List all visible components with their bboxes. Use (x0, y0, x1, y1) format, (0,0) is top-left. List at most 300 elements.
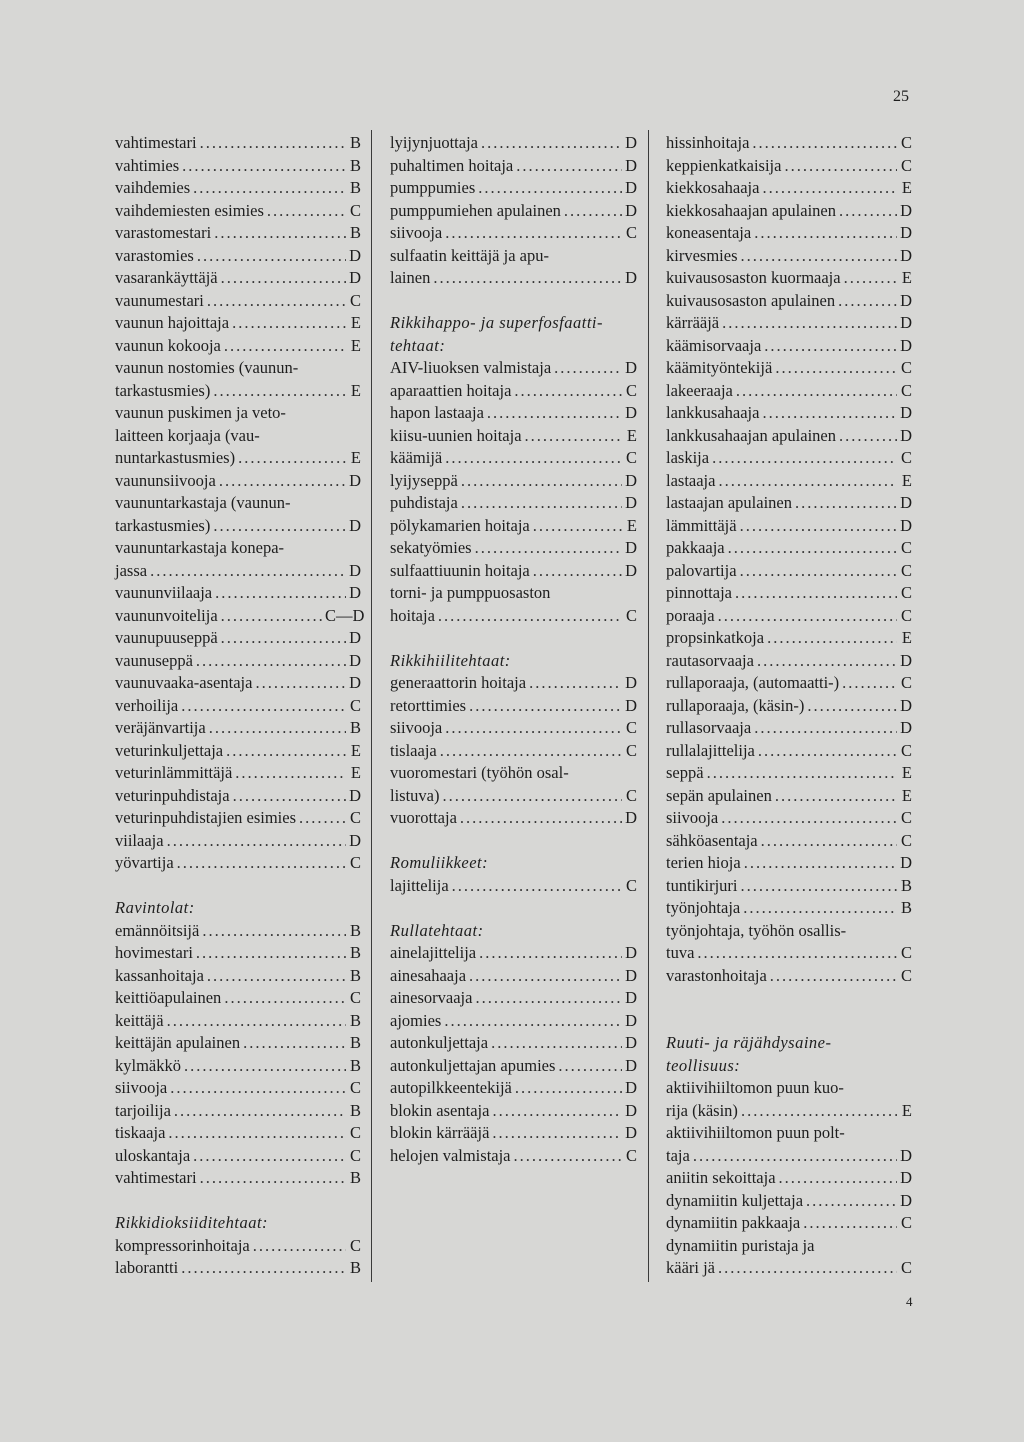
dot-leader (215, 582, 346, 605)
dot-leader (200, 1167, 346, 1190)
occupation-name: kiekkosahaajan apulainen (666, 200, 836, 220)
occupation-name: kylmäkkö (115, 1055, 181, 1075)
occupation-entry (390, 177, 637, 200)
dot-leader (741, 245, 898, 268)
occupation-name: rautasorvaaja (666, 650, 754, 670)
occupation-entry (115, 1257, 361, 1280)
dot-leader (233, 785, 346, 808)
dot-leader (219, 470, 346, 493)
wage-class: C (900, 538, 912, 557)
occupation-name: vaihdemies (115, 178, 191, 197)
occupation-name: vuorottaja (390, 808, 457, 827)
occupation-name: sepän apulainen (666, 785, 772, 805)
wage-class: D (625, 988, 637, 1007)
wage-class: D (625, 943, 637, 962)
occupation-name: listuva) (390, 785, 440, 805)
wage-class: D (900, 223, 912, 242)
occupation-name: palovartija (666, 560, 737, 580)
occupation-entry (666, 177, 912, 200)
occupation-name: hapon lastaaja (390, 403, 484, 422)
occupation-entry (666, 672, 912, 695)
occupation-entry (666, 447, 912, 470)
occupation-entry (390, 605, 637, 628)
dot-leader (461, 470, 622, 493)
dot-leader (181, 695, 346, 718)
dot-leader (433, 267, 622, 290)
occupation-entry (666, 267, 912, 290)
wage-class: E (901, 763, 912, 782)
occupation-name: retorttimies (390, 695, 467, 715)
wage-class: D (625, 1033, 637, 1052)
wage-class: C (900, 583, 912, 602)
occupation-name: veturinpuhdistaja (115, 785, 230, 805)
occupation-name: veturinpuhdistajien esimies (115, 808, 297, 827)
occupation-entry (666, 290, 912, 313)
occupation-entry (666, 335, 912, 358)
dot-leader (514, 1145, 622, 1168)
dot-leader (224, 987, 346, 1010)
occupation-entry (115, 222, 361, 245)
occupation-name: pakkaaja (666, 538, 725, 557)
occupation-entry (666, 852, 912, 875)
dot-leader (558, 1055, 622, 1078)
dot-leader (267, 200, 346, 223)
wage-class: E (350, 763, 361, 782)
wage-class: C (349, 853, 361, 872)
occupation-entry (390, 402, 637, 425)
entry-continuation: sulfaatin keittäjä ja apu- (390, 245, 549, 265)
occupation-entry (390, 200, 637, 223)
occupation-name: pumppumiehen apulainen (390, 200, 561, 220)
wage-class: D (625, 560, 637, 580)
occupation-name: vaunuseppä (115, 650, 193, 670)
wage-class: E (901, 1100, 912, 1120)
wage-class: B (349, 1100, 361, 1120)
wage-class: C (625, 380, 637, 400)
occupation-entry (666, 492, 912, 515)
occupation-name: seppä (666, 763, 704, 782)
wage-class: D (349, 628, 361, 647)
wage-class: B (900, 875, 912, 895)
wage-class: E (901, 470, 912, 490)
occupation-entry (390, 1032, 637, 1055)
occupation-entry (115, 200, 361, 223)
dot-leader (177, 852, 346, 875)
dot-leader (740, 515, 897, 538)
occupation-entry (115, 605, 365, 628)
occupation-name: lajittelija (390, 875, 449, 895)
dot-leader (184, 1055, 346, 1078)
wage-class: D (349, 515, 361, 535)
occupation-name: käämisorvaaja (666, 335, 762, 355)
occupation-name: käämijä (390, 448, 443, 467)
wage-class: D (625, 1100, 637, 1120)
wage-class: D (349, 245, 361, 265)
wage-class: C (625, 448, 637, 467)
dot-leader (255, 672, 346, 695)
occupation-name: pinnottaja (666, 583, 732, 602)
occupation-entry (115, 447, 361, 470)
wage-class: D (900, 335, 912, 355)
wage-class: C (900, 1213, 912, 1232)
wage-class: E (901, 785, 912, 805)
wage-class: B (349, 718, 361, 737)
occupation-entry (115, 177, 361, 200)
dot-leader (492, 1100, 622, 1123)
wage-class: B (349, 920, 361, 940)
dot-leader (170, 1077, 346, 1100)
section-heading: Romuliikkeet: (390, 853, 489, 872)
wage-class: D (349, 470, 361, 490)
occupation-name: kärrääjä (666, 313, 720, 332)
wage-class: D (349, 560, 361, 580)
dot-leader (693, 1145, 897, 1168)
occupation-name: lämmittäjä (666, 515, 737, 535)
occupation-name: vaununsiivooja (115, 470, 216, 490)
occupation-entry (390, 717, 637, 740)
wage-class: E (350, 380, 361, 400)
dot-leader (452, 875, 622, 898)
section-heading: Ravintolat: (115, 898, 195, 917)
occupation-name: kiekkosahaaja (666, 178, 760, 197)
occupation-entry (115, 830, 361, 853)
wage-class: B (900, 898, 912, 917)
dot-leader (213, 380, 346, 403)
occupation-name: autonkuljettaja (390, 1033, 489, 1052)
dot-leader (525, 425, 622, 448)
dot-leader (770, 965, 897, 988)
occupation-entry (390, 492, 637, 515)
occupation-name: generaattorin hoitaja (390, 673, 527, 692)
occupation-name: verhoilija (115, 695, 179, 715)
occupation-entry (115, 1167, 361, 1190)
occupation-entry (666, 627, 912, 650)
dot-leader (740, 560, 897, 583)
wage-class: C (625, 605, 637, 625)
occupation-name: veturinlämmittäjä (115, 763, 233, 782)
occupation-name: lastaaja (666, 470, 716, 490)
occupation-name: ainesahaaja (390, 965, 467, 985)
wage-class: C (625, 875, 637, 895)
occupation-name: varastonhoitaja (666, 965, 767, 985)
occupation-name: keittäjän apulainen (115, 1033, 241, 1052)
occupation-entry (666, 785, 912, 808)
occupation-name: uloskantaja (115, 1145, 191, 1165)
wage-class: D (900, 1168, 912, 1187)
occupation-entry (390, 1145, 637, 1168)
column-1 (115, 132, 365, 1280)
wage-class: D (900, 403, 912, 422)
section-gap (666, 987, 912, 1010)
dot-leader (516, 155, 622, 178)
occupation-entry (390, 1055, 637, 1078)
occupation-entry (666, 830, 912, 853)
occupation-name: rullaporaaja, (käsin-) (666, 695, 805, 715)
occupation-entry (390, 267, 637, 290)
wage-class: D (900, 493, 912, 512)
wage-class: D (900, 650, 912, 670)
occupation-entry (115, 582, 361, 605)
occupation-name: pumppumies (390, 178, 476, 197)
dot-leader (529, 672, 622, 695)
occupation-name: keittiöapulainen (115, 988, 222, 1007)
occupation-name: helojen valmistaja (390, 1145, 511, 1165)
dot-leader (469, 965, 622, 988)
occupation-entry (666, 1257, 912, 1280)
occupation-name: vaunumestari (115, 290, 204, 310)
dot-leader (564, 200, 622, 223)
wage-class: D (900, 1145, 912, 1165)
occupation-entry (390, 1077, 637, 1100)
occupation-name: veräjänvartija (115, 718, 206, 737)
wage-class: E (350, 335, 361, 355)
occupation-name: aniitin sekoittaja (666, 1168, 776, 1187)
occupation-entry (115, 267, 361, 290)
occupation-entry (666, 897, 912, 920)
signature-mark: 4 (906, 1294, 913, 1309)
occupation-name: koneasentaja (666, 223, 752, 242)
occupation-name: tarkastusmies) (115, 515, 211, 535)
occupation-name: lankkusahaajan apulainen (666, 425, 836, 445)
wage-class: D (625, 133, 637, 152)
occupation-name: tarjoilija (115, 1100, 171, 1120)
dot-leader (481, 132, 622, 155)
wage-class: D (625, 808, 637, 827)
occupation-entry (390, 357, 637, 380)
occupation-entry (666, 1167, 912, 1190)
occupation-entry (115, 942, 361, 965)
occupation-entry (115, 650, 361, 673)
occupation-name: rija (käsin) (666, 1100, 738, 1120)
wage-class: D (900, 245, 912, 265)
occupation-entry (115, 807, 361, 830)
entry-continuation: torni- ja pumppuosaston (390, 583, 551, 602)
occupation-name: keittäjä (115, 1010, 164, 1030)
occupation-entry (390, 537, 637, 560)
occupation-name: propsinkatkoja (666, 628, 765, 647)
wage-class: D (900, 313, 912, 332)
occupation-name: puhdistaja (390, 493, 458, 512)
occupation-name: kassanhoitaja (115, 965, 204, 985)
occupation-entry (666, 1100, 912, 1123)
occupation-name: emännöitsijä (115, 920, 200, 940)
occupation-name: tarkastusmies) (115, 380, 211, 400)
section-heading: Rikkidioksiiditehtaat: (115, 1213, 269, 1232)
wage-class: D (349, 830, 361, 850)
dot-leader (491, 1032, 622, 1055)
wage-class: C (349, 1078, 361, 1097)
occupation-entry (666, 200, 912, 223)
wage-class: C (900, 605, 912, 625)
wage-class: D (349, 785, 361, 805)
dot-leader (221, 267, 346, 290)
occupation-name: siivooja (390, 718, 443, 737)
dot-leader (150, 560, 346, 583)
occupation-entry (115, 695, 361, 718)
occupation-entry (666, 740, 912, 763)
wage-class: C (349, 695, 361, 715)
occupation-entry (390, 1122, 637, 1145)
dot-leader (475, 537, 622, 560)
occupation-entry (666, 605, 912, 628)
occupation-entry (390, 515, 637, 538)
dot-leader (167, 830, 346, 853)
occupation-name: käämityöntekijä (666, 358, 773, 377)
occupation-entry (115, 627, 361, 650)
occupation-entry (115, 920, 361, 943)
occupation-name: siivooja (115, 1078, 168, 1097)
section-heading: Rikkihiilitehtaat: (390, 650, 511, 670)
wage-class: D (900, 853, 912, 872)
wage-class: D (625, 493, 637, 512)
occupation-entry (390, 380, 637, 403)
dot-leader (443, 785, 623, 808)
wage-class: C (349, 1235, 361, 1255)
occupation-entry (115, 515, 361, 538)
occupation-entry (666, 425, 912, 448)
wage-class: B (349, 223, 361, 242)
dot-leader (469, 695, 622, 718)
occupation-entry (115, 1145, 361, 1168)
wage-class: C (900, 380, 912, 400)
dot-leader (754, 717, 897, 740)
dot-leader (838, 290, 897, 313)
occupation-entry (115, 470, 361, 493)
occupation-entry (666, 762, 912, 785)
dot-leader (460, 807, 622, 830)
occupation-entry (666, 537, 912, 560)
occupation-entry (390, 965, 637, 988)
wage-class: B (349, 965, 361, 985)
occupation-name: blokin kärrääjä (390, 1123, 490, 1142)
occupation-entry (115, 785, 361, 808)
occupation-name: vahtimestari (115, 1168, 197, 1187)
dot-leader (718, 605, 897, 628)
dot-leader (762, 402, 897, 425)
dot-leader (440, 740, 622, 763)
occupation-entry (115, 762, 361, 785)
dot-leader (697, 942, 897, 965)
occupation-name: kompressorinhoitaja (115, 1235, 250, 1255)
dot-leader (193, 177, 346, 200)
occupation-name: vasarankäyttäjä (115, 268, 218, 287)
occupation-entry (115, 717, 361, 740)
dot-leader (478, 177, 622, 200)
column-3 (666, 132, 912, 1280)
occupation-entry (666, 470, 912, 493)
occupation-name: lankkusahaaja (666, 403, 760, 422)
occupation-entry (666, 717, 912, 740)
dot-leader (721, 807, 897, 830)
wage-class: D (625, 673, 637, 692)
occupation-name: vaunupuuseppä (115, 628, 218, 647)
occupation-entry (666, 245, 912, 268)
wage-class: C (900, 808, 912, 827)
wage-class: E (626, 515, 637, 535)
occupation-name: vaihdemiesten esimies (115, 200, 264, 220)
section-heading: Rullatehtaat: (390, 920, 484, 940)
page-number: 25 (893, 88, 909, 105)
occupation-entry (390, 672, 637, 695)
occupation-entry (666, 695, 912, 718)
occupation-entry (115, 335, 361, 358)
wage-class: E (350, 448, 361, 467)
occupation-name: keppienkatkaisija (666, 155, 782, 175)
wage-class: C (900, 155, 912, 175)
dot-leader (718, 1257, 897, 1280)
wage-class: C (900, 673, 912, 692)
occupation-entry (666, 875, 912, 898)
wage-class: D (900, 425, 912, 445)
entry-continuation: dynamiitin puristaja ja (666, 1235, 815, 1255)
wage-class: C (625, 223, 637, 242)
occupation-name: ainesorvaaja (390, 988, 473, 1007)
wage-class: D (625, 1010, 637, 1030)
occupation-name: ajomies (390, 1010, 442, 1030)
occupation-entry (390, 470, 637, 493)
occupation-name: dynamiitin kuljettaja (666, 1190, 804, 1210)
wage-class: D (625, 1078, 637, 1097)
occupation-name: vaunuvaaka-asentaja (115, 673, 253, 692)
occupation-entry (666, 560, 912, 583)
occupation-entry (390, 807, 637, 830)
wage-class: D (625, 200, 637, 220)
occupation-name: sekatyömies (390, 538, 472, 557)
dot-leader (438, 605, 622, 628)
dot-leader (743, 897, 897, 920)
wage-class: D (625, 470, 637, 490)
occupation-entry (390, 875, 637, 898)
wage-class: C (900, 560, 912, 580)
occupation-entry (390, 425, 637, 448)
dot-leader (533, 560, 622, 583)
dot-leader (235, 762, 346, 785)
dot-leader (243, 1032, 346, 1055)
occupation-name: hovimestari (115, 943, 193, 962)
dot-leader (761, 830, 897, 853)
dot-leader (795, 492, 897, 515)
occupation-entry (666, 942, 912, 965)
wage-class: C (900, 740, 912, 760)
wage-class: D (349, 650, 361, 670)
occupation-name: sulfaattiuunin hoitaja (390, 560, 530, 580)
occupation-name: terien hioja (666, 853, 741, 872)
occupation-entry (115, 290, 361, 313)
dot-leader (200, 132, 346, 155)
occupation-name: vahtimestari (115, 133, 197, 152)
dot-leader (741, 875, 898, 898)
dot-leader (707, 762, 897, 785)
dot-leader (213, 515, 346, 538)
occupation-name: viilaaja (115, 830, 164, 850)
occupation-entry (390, 1100, 637, 1123)
wage-class: C (625, 718, 637, 737)
section-gap (115, 1190, 361, 1213)
dot-leader (736, 380, 897, 403)
occupation-name: kirvesmies (666, 245, 738, 265)
occupation-entry (115, 132, 361, 155)
wage-class: B (349, 1258, 361, 1277)
column-divider (371, 130, 372, 1282)
occupation-name: tislaaja (390, 740, 437, 760)
dot-leader (445, 447, 622, 470)
wage-class: B (349, 1168, 361, 1187)
occupation-name: poraaja (666, 605, 715, 625)
dot-leader (197, 245, 346, 268)
wage-class: E (901, 628, 912, 647)
dot-leader (238, 447, 346, 470)
dot-leader (174, 1100, 346, 1123)
